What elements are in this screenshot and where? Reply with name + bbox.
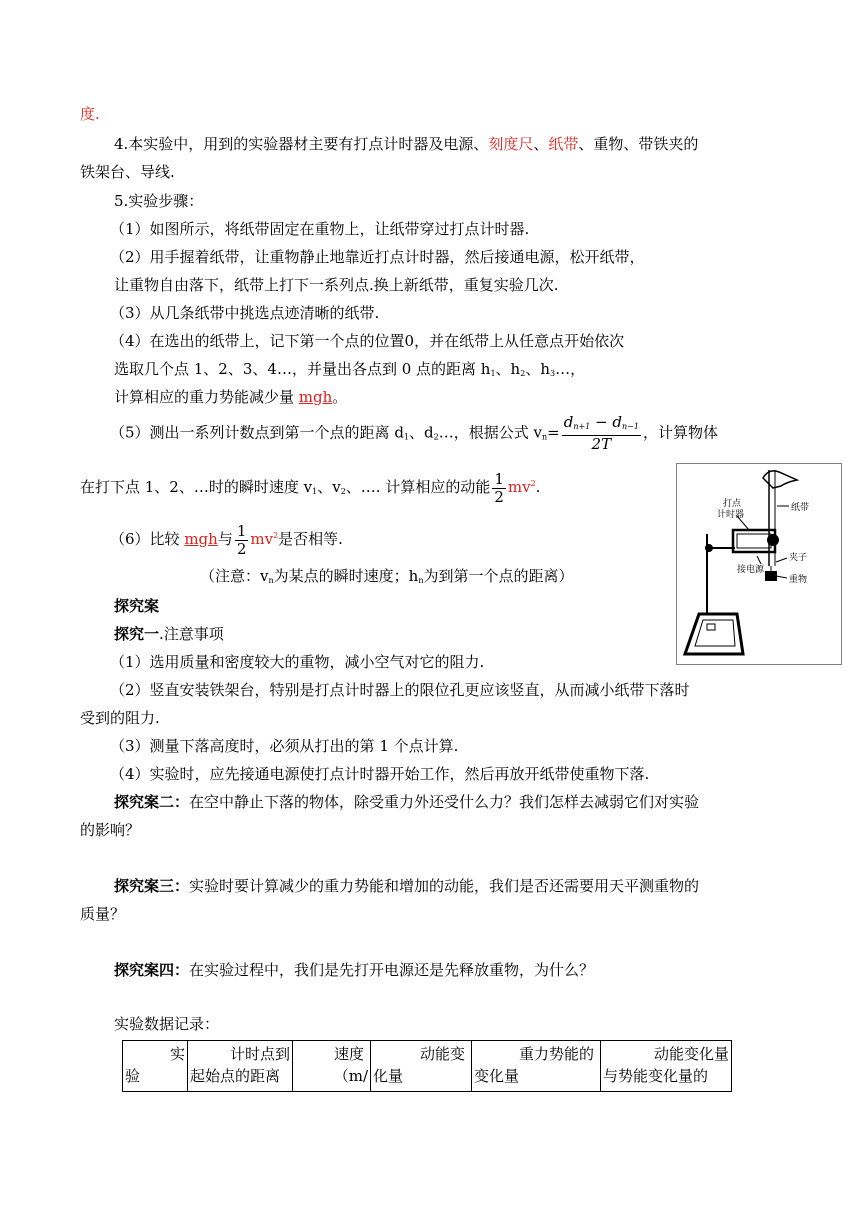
label-clip: 夹子 [789,553,808,563]
step-2-line-2: 让重物自由落下，纸带上打下一系列点.换上新纸带，重复实验几次. [114,276,559,294]
label-timer-1: 打点 [723,499,742,509]
highlight-tape: 纸带 [548,135,579,153]
step-4-line-1: （4）在选出的纸带上，记下第一个点的位置0，并在纸带上从任意点开始依次 [110,332,625,350]
header-cell: 重力势能的 变化量 [472,1041,601,1092]
text-line-du: 度. [80,105,100,123]
table-row [123,1041,732,1092]
item-4-line-1: 4.本实验中，用到的实验器材主要有打点计时器及电源、刻度尺、纸带、重物、带铁夹的 [114,135,699,153]
steps-title: 5.实验步骤： [114,192,204,210]
half-fraction-2: $\frac{1}{2}$ [236,521,247,558]
explore-note-4: （4）实验时，应先接通电源使打点计时器开始工作，然后再放开纸带使重物下落. [110,765,650,783]
data-table [122,1040,732,1092]
note-line: （注意：$v_n$为某点的瞬时速度；$h_n$为到第一个点的距离） [200,567,574,585]
step-4-line-3: 计算相应的重力势能减少量 mgh。 [114,388,348,406]
explore-note-2-line-2: 受到的阻力. [80,709,160,727]
step-6: （6）比较 mgh与 $\frac{1}{2}$ $mv^2$是否相等. [110,521,343,558]
explore-note-2-line-1: （2）竖直安装铁架台，特别是打点计时器上的限位孔更应该竖直，从而减小纸带下落时 [110,681,690,699]
label-tape: 纸带 [791,503,810,513]
label-power: 接电源 [737,565,765,575]
step-5-line-2: 在打下点 1、2、…时的瞬时速度 $v_1$、$v_2$、…. 计算相应的动能 $\frac{1}{2}$ $mv^2$. [80,469,541,506]
header-cell: 计时点到 起始点的距离 [188,1041,293,1092]
explore-two-line-1: 探究案二：在空中静止下落的物体，除受重力外还受什么力？我们怎样去减弱它们对实验 [114,793,700,811]
step-4-line-2: 选取几个点 1、2、3、4…，并量出各点到 0 点的距离 $h_1$、$h_2$、$h_3\dots$， [114,360,586,378]
apparatus-figure [676,463,842,665]
table-caption: 实验数据记录： [114,1015,220,1033]
apparatus-drawing [677,464,841,664]
step-3: （3）从几条纸带中挑选点迹清晰的纸带. [110,304,380,322]
header-cell: 动能变 化量 [371,1041,472,1092]
step-5-line-1: （5）测出一系列计数点到第一个点的距离 $d_1$、$d_2\dots$，根据公式 $v_n=$ $\frac{d_{n+1} - d_{n-1}}{2T}$ ，计算物体 [110,413,718,453]
half-fraction: $\frac{1}{2}$ [494,469,504,506]
explore-note-3: （3）测量下落高度时，必须从打出的第 1 个点计算. [110,737,459,755]
step-1: （1）如图所示，将纸带固定在重物上，让纸带穿过打点计时器. [110,220,530,238]
label-timer-2: 计时器 [717,510,745,520]
explore-three-line-1: 探究案三：实验时要计算减少的重力势能和增加的动能，我们是否还需要用天平测重物的 [114,877,700,895]
step-2-line-1: （2）用手握着纸带，让重物静止地靠近打点计时器，然后接通电源，松开纸带， [110,248,645,266]
explore-one-title: 探究一.注意事项 [114,625,224,643]
header-cell: 动能变化量 与势能变化量的 [601,1041,732,1092]
explore-heading: 探究案 [114,597,160,615]
highlight-ruler: 刻度尺 [488,135,534,153]
explore-note-1: （1）选用质量和密度较大的重物，减小空气对它的阻力. [110,653,485,671]
header-cell: 实 验 [123,1041,188,1092]
mgh-formula: mgh [298,388,333,406]
explore-four: 探究案四：在实验过程中，我们是先打开电源还是先释放重物，为什么？ [114,961,595,979]
explore-two-line-2: 的影响？ [80,821,141,839]
velocity-formula: $\frac{d_{n+1} - d_{n-1}}{2T}$ [563,413,639,453]
label-weight: 重物 [789,575,808,585]
header-cell: 速度 （m/ [293,1041,371,1092]
explore-three-line-2: 质量？ [80,905,126,923]
item-4-line-2: 铁架台、导线. [80,163,175,181]
